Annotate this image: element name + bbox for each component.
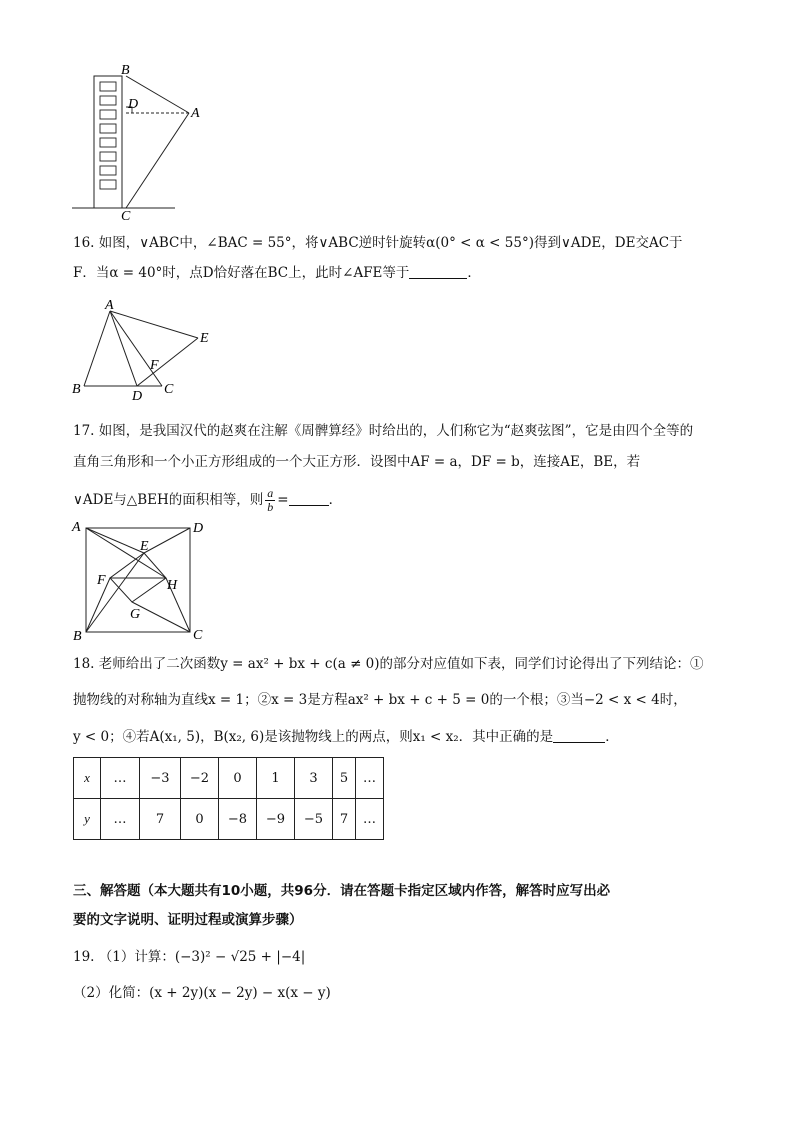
q16-end: ．: [467, 265, 481, 281]
table-cell: 5: [333, 758, 356, 799]
label-C: C: [164, 382, 174, 397]
label-E: E: [200, 331, 209, 346]
label-C: C: [121, 209, 131, 222]
table-cell: …: [356, 799, 384, 840]
q18-answer-blank[interactable]: [553, 728, 605, 743]
table-cell: …: [356, 758, 384, 799]
q18-line2: 抛物线的对称轴为直线x = 1；②x = 3是方程ax² + bx + c + 5 = 0的一个根；③当−2 < x < 4时，: [73, 692, 687, 708]
label-B: B: [73, 629, 82, 643]
building-figure: [70, 62, 210, 222]
table-cell: 7: [140, 799, 181, 840]
segment-D-E: [144, 528, 190, 553]
table-cell: 0: [181, 799, 219, 840]
q18-line3: [73, 727, 619, 747]
table-cell: −3: [140, 758, 181, 799]
q16-line2: [73, 263, 481, 283]
label-G: G: [130, 607, 141, 622]
table-cell: 1: [257, 758, 295, 799]
label-E: E: [140, 539, 149, 554]
segment-AE: [110, 311, 198, 338]
label-H: H: [167, 578, 178, 593]
fraction-denominator: b: [267, 500, 274, 514]
q17-line1: 17. 如图，是我国汉代的赵爽在注解《周髀算经》时给出的，人们称它为“赵爽弦图”，它是由四个全等的: [73, 423, 694, 439]
segment-C-G: [132, 602, 190, 632]
q18-end: ．: [605, 729, 619, 745]
segment-DE: [137, 338, 198, 386]
table-cell: …: [101, 799, 140, 840]
q17-line2: 直角三角形和一个小正方形组成的一个大正方形．设图中AF = a，DF = b，连接AE，BE，若: [73, 454, 641, 470]
q16-answer-blank[interactable]: [409, 264, 467, 279]
label-C: C: [193, 628, 203, 643]
table-cell: y: [74, 799, 101, 840]
fraction-numerator: a: [267, 486, 274, 500]
label-D: D: [193, 521, 204, 536]
segment-A-E: [86, 528, 144, 553]
table-row-x: [74, 758, 384, 799]
q16-text: F．当α = 40°时，点D恰好落在BC上，此时∠AFE等于: [73, 265, 410, 281]
table-cell: 7: [333, 799, 356, 840]
q17-text: ∨ADE与△BEH的面积相等，则: [73, 492, 264, 508]
label-A: A: [191, 106, 200, 121]
section3-heading-line1: 三、解答题（本大题共有10小题，共96分．请在答题卡指定区域内作答，解答时应写出必: [73, 883, 611, 899]
table-cell: −5: [295, 799, 333, 840]
segment-AD: [110, 311, 137, 386]
label-B: B: [121, 63, 130, 78]
table-cell: −8: [219, 799, 257, 840]
section3-heading-line2: 要的文字说明、证明过程或演算步骤）: [73, 912, 303, 928]
segment-CA: [126, 113, 189, 208]
label-F: F: [97, 573, 106, 588]
segment-AB: [84, 311, 110, 386]
fraction-a-over-b: [265, 487, 275, 514]
table-row-y: [74, 799, 384, 840]
table-cell: …: [101, 758, 140, 799]
q19-part2: （2）化简：(x + 2y)(x − 2y) − x(x − y): [73, 985, 331, 1001]
zhao-shuang-figure: [70, 518, 215, 643]
label-D: D: [132, 389, 143, 404]
segment-AC: [110, 311, 162, 386]
q17-end: ．: [328, 492, 343, 508]
label-A: A: [105, 298, 114, 313]
label-A: A: [72, 520, 81, 535]
q19-part1: 19. （1）计算：(−3)² − √25 + |−4|: [73, 949, 306, 965]
segment-A-H: [86, 528, 166, 578]
triangle-rotation-figure: [70, 296, 220, 406]
q17-line3: [73, 484, 342, 516]
label-F: F: [150, 358, 159, 373]
building-windows: [100, 82, 116, 189]
table-cell: 3: [295, 758, 333, 799]
q17-equals: =: [277, 492, 289, 508]
q17-answer-blank[interactable]: [289, 491, 329, 506]
table-cell: −2: [181, 758, 219, 799]
table-cell: −9: [257, 799, 295, 840]
q18-text: y < 0；④若A(x₁, 5)，B(x₂, 6)是该抛物线上的两点，则x₁ < x₂．其中正确的是: [73, 729, 554, 745]
label-D: D: [128, 97, 139, 112]
table-cell: 0: [219, 758, 257, 799]
values-table: [73, 757, 384, 840]
table-cell: x: [74, 758, 101, 799]
q18-line1: 18. 老师给出了二次函数y = ax² + bx + c(a ≠ 0)的部分对应值如下表，同学们讨论得出了下列结论：①: [73, 656, 704, 672]
q16-line1: 16. 如图，∨ABC中，∠BAC = 55°，将∨ABC逆时针旋转α(0° < α < 55°)得到∨ADE，DE交AC于: [73, 235, 683, 251]
label-B: B: [72, 382, 81, 397]
